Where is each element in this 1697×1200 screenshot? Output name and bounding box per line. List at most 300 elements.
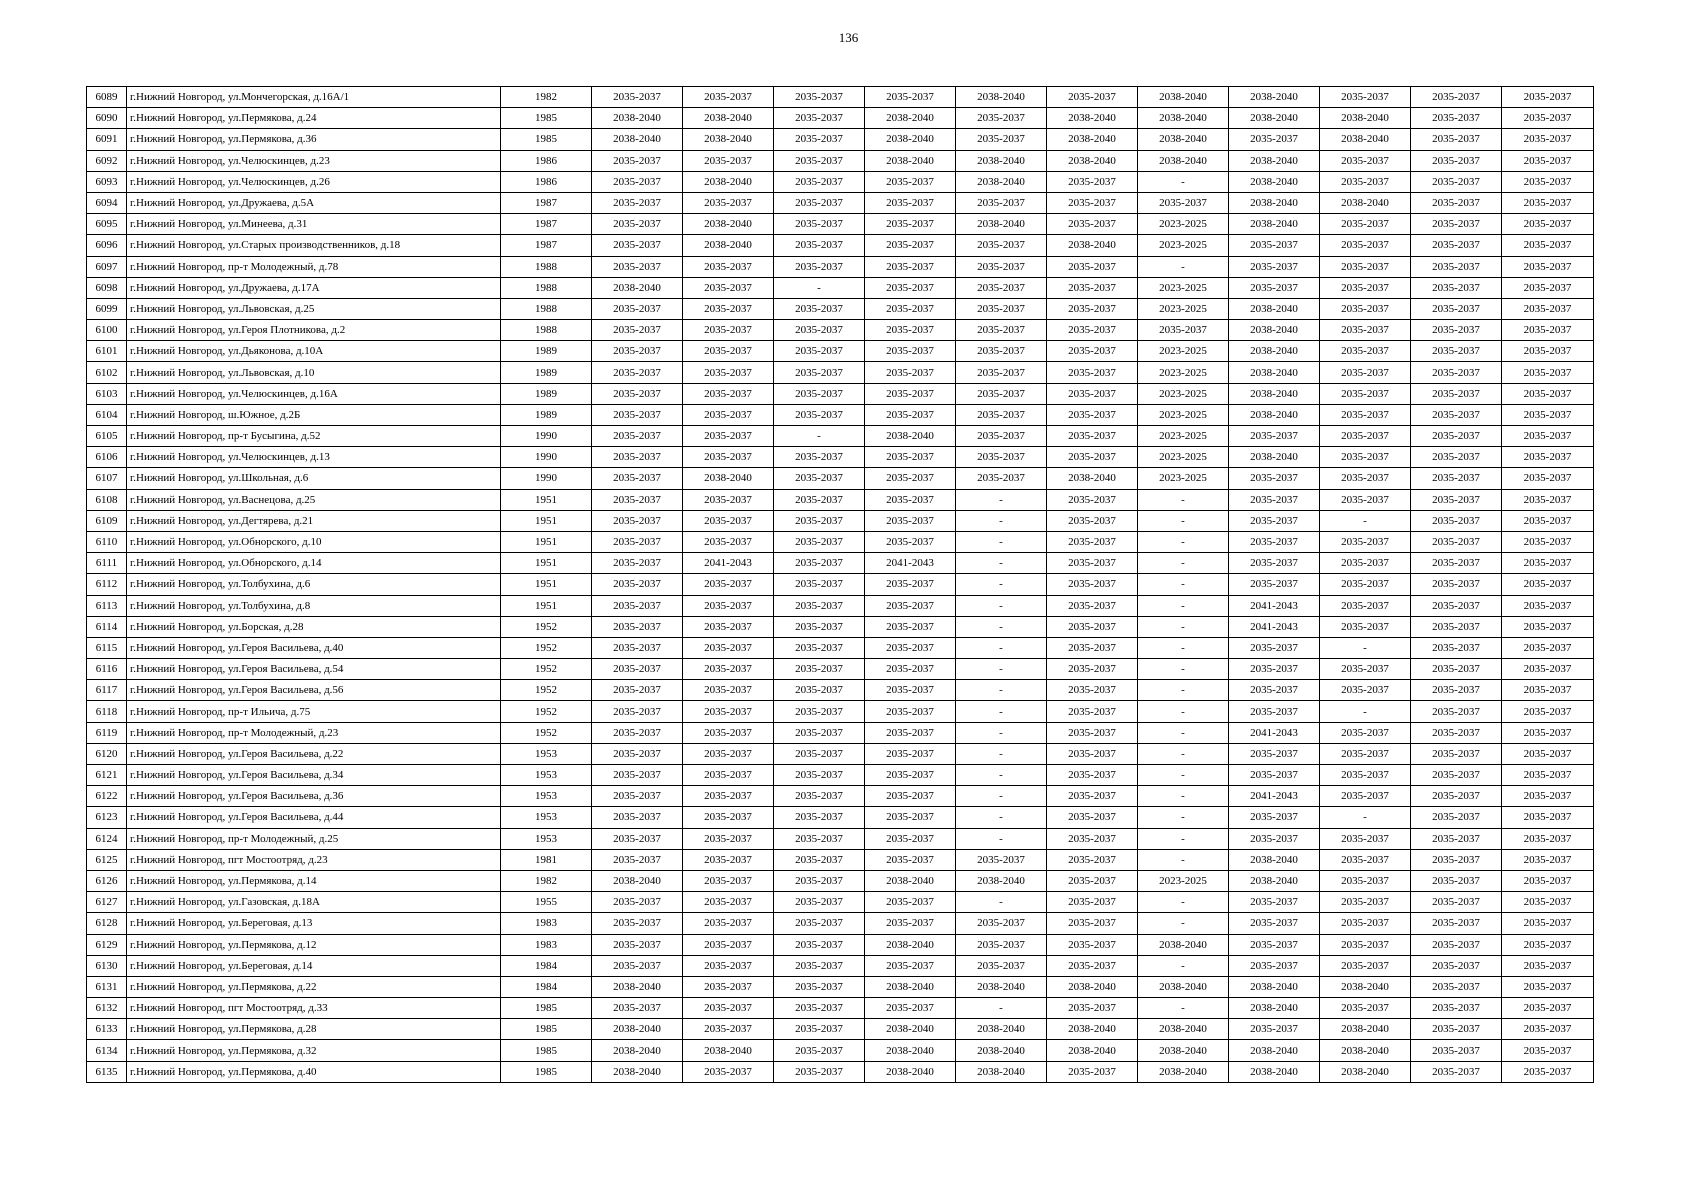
period-cell: 2035-2037 bbox=[774, 849, 865, 870]
period-cell: 2035-2037 bbox=[774, 913, 865, 934]
period-cell: 2035-2037 bbox=[956, 298, 1047, 319]
period-cell: 2035-2037 bbox=[1320, 913, 1411, 934]
period-cell: 2035-2037 bbox=[774, 870, 865, 891]
period-cell: 2038-2040 bbox=[1047, 150, 1138, 171]
period-cell: - bbox=[956, 574, 1047, 595]
address-cell: г.Нижний Новгород, ул.Челюскинцев, д.26 bbox=[127, 171, 501, 192]
year-built-cell: 1985 bbox=[501, 1061, 592, 1082]
period-cell: 2035-2037 bbox=[592, 574, 683, 595]
period-cell: - bbox=[956, 553, 1047, 574]
period-cell: 2035-2037 bbox=[683, 701, 774, 722]
address-cell: г.Нижний Новгород, ул.Героя Васильева, д.56 bbox=[127, 680, 501, 701]
table-row bbox=[87, 320, 1594, 341]
period-cell: 2035-2037 bbox=[1047, 765, 1138, 786]
address-cell: г.Нижний Новгород, ул.Пермякова, д.14 bbox=[127, 870, 501, 891]
year-built-cell: 1990 bbox=[501, 426, 592, 447]
period-cell: 2038-2040 bbox=[683, 235, 774, 256]
period-cell: 2035-2037 bbox=[592, 849, 683, 870]
period-cell: 2035-2037 bbox=[592, 828, 683, 849]
period-cell: 2035-2037 bbox=[1411, 256, 1502, 277]
period-cell: 2035-2037 bbox=[683, 362, 774, 383]
period-cell: 2035-2037 bbox=[1320, 171, 1411, 192]
period-cell: - bbox=[956, 701, 1047, 722]
period-cell: 2035-2037 bbox=[1047, 531, 1138, 552]
table-row bbox=[87, 277, 1594, 298]
period-cell: 2035-2037 bbox=[1502, 1019, 1594, 1040]
period-cell: 2035-2037 bbox=[865, 574, 956, 595]
period-cell: - bbox=[1138, 637, 1229, 658]
period-cell: 2035-2037 bbox=[683, 892, 774, 913]
period-cell: 2035-2037 bbox=[1502, 362, 1594, 383]
year-built-cell: 1985 bbox=[501, 129, 592, 150]
period-cell: 2035-2037 bbox=[774, 574, 865, 595]
period-cell: 2035-2037 bbox=[592, 341, 683, 362]
year-built-cell: 1984 bbox=[501, 955, 592, 976]
period-cell: 2035-2037 bbox=[1411, 192, 1502, 213]
table-row bbox=[87, 1061, 1594, 1082]
period-cell: 2035-2037 bbox=[774, 510, 865, 531]
address-cell: г.Нижний Новгород, ул.Пермякова, д.40 bbox=[127, 1061, 501, 1082]
period-cell: 2038-2040 bbox=[1138, 150, 1229, 171]
year-built-cell: 1952 bbox=[501, 701, 592, 722]
row-number-cell: 6129 bbox=[87, 934, 127, 955]
year-built-cell: 1952 bbox=[501, 680, 592, 701]
period-cell: 2035-2037 bbox=[683, 447, 774, 468]
period-cell: 2035-2037 bbox=[865, 955, 956, 976]
period-cell: 2038-2040 bbox=[1229, 362, 1320, 383]
year-built-cell: 1951 bbox=[501, 489, 592, 510]
table-row bbox=[87, 828, 1594, 849]
period-cell: 2035-2037 bbox=[956, 934, 1047, 955]
period-cell: 2035-2037 bbox=[774, 701, 865, 722]
row-number-cell: 6111 bbox=[87, 553, 127, 574]
address-cell: г.Нижний Новгород, ул.Мончегорская, д.16А/1 bbox=[127, 87, 501, 108]
period-cell: - bbox=[1138, 849, 1229, 870]
period-cell: 2035-2037 bbox=[1411, 680, 1502, 701]
period-cell: 2035-2037 bbox=[956, 256, 1047, 277]
period-cell: - bbox=[1138, 828, 1229, 849]
period-cell: 2035-2037 bbox=[1411, 765, 1502, 786]
year-built-cell: 1953 bbox=[501, 807, 592, 828]
period-cell: 2038-2040 bbox=[592, 1040, 683, 1061]
period-cell: 2035-2037 bbox=[1047, 320, 1138, 341]
period-cell: - bbox=[956, 743, 1047, 764]
period-cell: 2035-2037 bbox=[865, 404, 956, 425]
period-cell: 2023-2025 bbox=[1138, 426, 1229, 447]
period-cell: 2038-2040 bbox=[592, 1061, 683, 1082]
period-cell: 2035-2037 bbox=[865, 998, 956, 1019]
period-cell: 2035-2037 bbox=[865, 913, 956, 934]
row-number-cell: 6115 bbox=[87, 637, 127, 658]
period-cell: 2035-2037 bbox=[592, 256, 683, 277]
period-cell: 2035-2037 bbox=[956, 320, 1047, 341]
period-cell: 2038-2040 bbox=[592, 129, 683, 150]
period-cell: - bbox=[1138, 531, 1229, 552]
year-built-cell: 1987 bbox=[501, 214, 592, 235]
period-cell: 2035-2037 bbox=[1502, 214, 1594, 235]
period-cell: 2035-2037 bbox=[1047, 892, 1138, 913]
period-cell: 2038-2040 bbox=[956, 1019, 1047, 1040]
period-cell: 2035-2037 bbox=[1502, 913, 1594, 934]
period-cell: 2035-2037 bbox=[1047, 510, 1138, 531]
table-row bbox=[87, 955, 1594, 976]
period-cell: - bbox=[956, 510, 1047, 531]
period-cell: 2035-2037 bbox=[774, 553, 865, 574]
period-cell: 2035-2037 bbox=[1502, 1040, 1594, 1061]
period-cell: 2038-2040 bbox=[1047, 108, 1138, 129]
table-row bbox=[87, 108, 1594, 129]
period-cell: 2035-2037 bbox=[865, 468, 956, 489]
period-cell: 2035-2037 bbox=[1229, 489, 1320, 510]
row-number-cell: 6128 bbox=[87, 913, 127, 934]
period-cell: 2035-2037 bbox=[683, 531, 774, 552]
table-row bbox=[87, 404, 1594, 425]
period-cell: 2035-2037 bbox=[1411, 298, 1502, 319]
period-cell: 2038-2040 bbox=[865, 1061, 956, 1082]
period-cell: 2035-2037 bbox=[1229, 637, 1320, 658]
period-cell: 2041-2043 bbox=[1229, 616, 1320, 637]
period-cell: 2038-2040 bbox=[592, 108, 683, 129]
year-built-cell: 1986 bbox=[501, 171, 592, 192]
period-cell: 2035-2037 bbox=[1138, 320, 1229, 341]
address-cell: г.Нижний Новгород, ул.Пермякова, д.22 bbox=[127, 976, 501, 997]
address-cell: г.Нижний Новгород, ул.Обнорского, д.10 bbox=[127, 531, 501, 552]
period-cell: 2038-2040 bbox=[1229, 298, 1320, 319]
period-cell: 2035-2037 bbox=[865, 489, 956, 510]
year-built-cell: 1989 bbox=[501, 383, 592, 404]
period-cell: 2035-2037 bbox=[956, 362, 1047, 383]
period-cell: 2035-2037 bbox=[683, 870, 774, 891]
period-cell: 2035-2037 bbox=[774, 320, 865, 341]
period-cell: 2035-2037 bbox=[1047, 934, 1138, 955]
table-row bbox=[87, 383, 1594, 404]
period-cell: 2035-2037 bbox=[592, 553, 683, 574]
period-cell: 2035-2037 bbox=[1411, 892, 1502, 913]
period-cell: 2038-2040 bbox=[865, 426, 956, 447]
period-cell: 2035-2037 bbox=[956, 277, 1047, 298]
period-cell: 2035-2037 bbox=[774, 468, 865, 489]
period-cell: 2035-2037 bbox=[683, 743, 774, 764]
period-cell: 2035-2037 bbox=[774, 383, 865, 404]
period-cell: 2035-2037 bbox=[865, 637, 956, 658]
period-cell: 2035-2037 bbox=[683, 637, 774, 658]
period-cell: 2035-2037 bbox=[865, 743, 956, 764]
period-cell: 2035-2037 bbox=[592, 934, 683, 955]
row-number-cell: 6118 bbox=[87, 701, 127, 722]
table-row bbox=[87, 510, 1594, 531]
period-cell: 2035-2037 bbox=[1411, 595, 1502, 616]
row-number-cell: 6125 bbox=[87, 849, 127, 870]
address-cell: г.Нижний Новгород, ул.Пермякова, д.36 bbox=[127, 129, 501, 150]
period-cell: 2035-2037 bbox=[683, 849, 774, 870]
table-row bbox=[87, 743, 1594, 764]
period-cell: - bbox=[1138, 955, 1229, 976]
period-cell: 2035-2037 bbox=[1411, 362, 1502, 383]
period-cell: 2038-2040 bbox=[1138, 108, 1229, 129]
period-cell: 2035-2037 bbox=[865, 277, 956, 298]
period-cell: 2035-2037 bbox=[592, 743, 683, 764]
address-cell: г.Нижний Новгород, ул.Львовская, д.10 bbox=[127, 362, 501, 383]
period-cell: 2035-2037 bbox=[592, 955, 683, 976]
row-number-cell: 6091 bbox=[87, 129, 127, 150]
address-cell: г.Нижний Новгород, пгт Мостоотряд, д.23 bbox=[127, 849, 501, 870]
period-cell: 2035-2037 bbox=[1320, 87, 1411, 108]
period-cell: 2023-2025 bbox=[1138, 214, 1229, 235]
period-cell: 2035-2037 bbox=[774, 489, 865, 510]
period-cell: 2035-2037 bbox=[1502, 892, 1594, 913]
row-number-cell: 6131 bbox=[87, 976, 127, 997]
period-cell: 2038-2040 bbox=[1138, 1019, 1229, 1040]
period-cell: 2035-2037 bbox=[1502, 870, 1594, 891]
period-cell: 2035-2037 bbox=[956, 404, 1047, 425]
period-cell: 2035-2037 bbox=[1047, 362, 1138, 383]
period-cell: 2035-2037 bbox=[1411, 1040, 1502, 1061]
table-row bbox=[87, 553, 1594, 574]
period-cell: 2035-2037 bbox=[1229, 828, 1320, 849]
period-cell: 2035-2037 bbox=[1138, 192, 1229, 213]
period-cell: 2035-2037 bbox=[683, 680, 774, 701]
period-cell: 2035-2037 bbox=[1411, 129, 1502, 150]
period-cell: 2035-2037 bbox=[1411, 616, 1502, 637]
year-built-cell: 1989 bbox=[501, 341, 592, 362]
period-cell: 2035-2037 bbox=[956, 955, 1047, 976]
period-cell: 2035-2037 bbox=[683, 489, 774, 510]
period-cell: 2035-2037 bbox=[592, 404, 683, 425]
period-cell: 2035-2037 bbox=[1320, 892, 1411, 913]
address-cell: г.Нижний Новгород, ул.Васнецова, д.25 bbox=[127, 489, 501, 510]
period-cell: 2035-2037 bbox=[956, 341, 1047, 362]
period-cell: - bbox=[1138, 553, 1229, 574]
row-number-cell: 6105 bbox=[87, 426, 127, 447]
period-cell: 2035-2037 bbox=[1502, 150, 1594, 171]
period-cell: - bbox=[1320, 637, 1411, 658]
row-number-cell: 6119 bbox=[87, 722, 127, 743]
table-row bbox=[87, 1040, 1594, 1061]
period-cell: 2035-2037 bbox=[683, 786, 774, 807]
period-cell: 2035-2037 bbox=[683, 616, 774, 637]
address-cell: г.Нижний Новгород, ул.Героя Васильева, д.34 bbox=[127, 765, 501, 786]
period-cell: 2038-2040 bbox=[592, 976, 683, 997]
period-cell: 2035-2037 bbox=[1047, 574, 1138, 595]
period-cell: 2038-2040 bbox=[865, 129, 956, 150]
period-cell: 2035-2037 bbox=[1229, 680, 1320, 701]
year-built-cell: 1951 bbox=[501, 510, 592, 531]
period-cell: 2035-2037 bbox=[1502, 807, 1594, 828]
period-cell: 2035-2037 bbox=[1320, 955, 1411, 976]
period-cell: - bbox=[1320, 807, 1411, 828]
period-cell: 2035-2037 bbox=[1411, 341, 1502, 362]
period-cell: 2035-2037 bbox=[1320, 870, 1411, 891]
period-cell: 2035-2037 bbox=[1047, 341, 1138, 362]
period-cell: 2035-2037 bbox=[1411, 1019, 1502, 1040]
address-cell: г.Нижний Новгород, ул.Героя Васильева, д.36 bbox=[127, 786, 501, 807]
period-cell: - bbox=[956, 998, 1047, 1019]
period-cell: 2035-2037 bbox=[683, 404, 774, 425]
period-cell: 2035-2037 bbox=[774, 637, 865, 658]
year-built-cell: 1985 bbox=[501, 998, 592, 1019]
table-row bbox=[87, 447, 1594, 468]
row-number-cell: 6098 bbox=[87, 277, 127, 298]
row-number-cell: 6127 bbox=[87, 892, 127, 913]
period-cell: - bbox=[1320, 510, 1411, 531]
year-built-cell: 1988 bbox=[501, 256, 592, 277]
period-cell: 2038-2040 bbox=[865, 934, 956, 955]
address-cell: г.Нижний Новгород, ул.Героя Васильева, д.40 bbox=[127, 637, 501, 658]
period-cell: - bbox=[1138, 701, 1229, 722]
period-cell: 2035-2037 bbox=[1320, 468, 1411, 489]
period-cell: 2035-2037 bbox=[865, 807, 956, 828]
period-cell: 2035-2037 bbox=[865, 341, 956, 362]
row-number-cell: 6120 bbox=[87, 743, 127, 764]
period-cell: 2035-2037 bbox=[592, 892, 683, 913]
period-cell: 2038-2040 bbox=[1229, 1040, 1320, 1061]
period-cell: 2035-2037 bbox=[774, 786, 865, 807]
period-cell: 2035-2037 bbox=[1320, 489, 1411, 510]
row-number-cell: 6122 bbox=[87, 786, 127, 807]
address-cell: г.Нижний Новгород, ул.Львовская, д.25 bbox=[127, 298, 501, 319]
period-cell: 2035-2037 bbox=[1502, 320, 1594, 341]
period-cell: 2035-2037 bbox=[774, 341, 865, 362]
period-cell: 2035-2037 bbox=[1320, 849, 1411, 870]
row-number-cell: 6106 bbox=[87, 447, 127, 468]
period-cell: 2035-2037 bbox=[1502, 531, 1594, 552]
period-cell: - bbox=[1138, 659, 1229, 680]
period-cell: 2038-2040 bbox=[1320, 192, 1411, 213]
period-cell: 2038-2040 bbox=[1229, 87, 1320, 108]
period-cell: 2041-2043 bbox=[1229, 595, 1320, 616]
period-cell: 2038-2040 bbox=[592, 1019, 683, 1040]
year-built-cell: 1988 bbox=[501, 320, 592, 341]
period-cell: 2035-2037 bbox=[774, 531, 865, 552]
table-row bbox=[87, 256, 1594, 277]
year-built-cell: 1985 bbox=[501, 1040, 592, 1061]
period-cell: - bbox=[1138, 722, 1229, 743]
period-cell: 2035-2037 bbox=[1411, 574, 1502, 595]
period-cell: 2035-2037 bbox=[774, 87, 865, 108]
period-cell: 2035-2037 bbox=[1502, 680, 1594, 701]
table-row bbox=[87, 870, 1594, 891]
period-cell: 2035-2037 bbox=[1229, 553, 1320, 574]
period-cell: 2035-2037 bbox=[865, 680, 956, 701]
row-number-cell: 6110 bbox=[87, 531, 127, 552]
period-cell: - bbox=[1138, 616, 1229, 637]
period-cell: - bbox=[956, 637, 1047, 658]
period-cell: 2035-2037 bbox=[1320, 320, 1411, 341]
period-cell: 2035-2037 bbox=[774, 659, 865, 680]
table-row bbox=[87, 595, 1594, 616]
period-cell: - bbox=[1138, 595, 1229, 616]
table-row bbox=[87, 426, 1594, 447]
period-cell: 2035-2037 bbox=[1502, 722, 1594, 743]
period-cell: 2035-2037 bbox=[1502, 108, 1594, 129]
period-cell: 2035-2037 bbox=[1229, 468, 1320, 489]
period-cell: 2035-2037 bbox=[683, 150, 774, 171]
period-cell: 2035-2037 bbox=[865, 171, 956, 192]
period-cell: 2035-2037 bbox=[1047, 870, 1138, 891]
address-cell: г.Нижний Новгород, ул.Челюскинцев, д.23 bbox=[127, 150, 501, 171]
period-cell: 2035-2037 bbox=[592, 320, 683, 341]
period-cell: 2035-2037 bbox=[683, 277, 774, 298]
period-cell: 2035-2037 bbox=[683, 426, 774, 447]
period-cell: 2035-2037 bbox=[683, 87, 774, 108]
row-number-cell: 6109 bbox=[87, 510, 127, 531]
period-cell: 2035-2037 bbox=[592, 171, 683, 192]
year-built-cell: 1955 bbox=[501, 892, 592, 913]
year-built-cell: 1983 bbox=[501, 934, 592, 955]
period-cell: 2035-2037 bbox=[956, 129, 1047, 150]
period-cell: 2035-2037 bbox=[1502, 341, 1594, 362]
period-cell: 2035-2037 bbox=[865, 659, 956, 680]
year-built-cell: 1983 bbox=[501, 913, 592, 934]
table-row bbox=[87, 807, 1594, 828]
period-cell: 2035-2037 bbox=[1229, 743, 1320, 764]
period-cell: 2035-2037 bbox=[1502, 955, 1594, 976]
period-cell: 2035-2037 bbox=[1502, 637, 1594, 658]
period-cell: 2041-2043 bbox=[683, 553, 774, 574]
row-number-cell: 6096 bbox=[87, 235, 127, 256]
period-cell: 2035-2037 bbox=[683, 828, 774, 849]
year-built-cell: 1953 bbox=[501, 743, 592, 764]
period-cell: - bbox=[1138, 256, 1229, 277]
period-cell: 2035-2037 bbox=[1502, 404, 1594, 425]
period-cell: 2035-2037 bbox=[865, 828, 956, 849]
period-cell: 2035-2037 bbox=[774, 595, 865, 616]
period-cell: 2038-2040 bbox=[1229, 320, 1320, 341]
row-number-cell: 6113 bbox=[87, 595, 127, 616]
period-cell: 2035-2037 bbox=[1502, 277, 1594, 298]
period-cell: 2035-2037 bbox=[1047, 383, 1138, 404]
period-cell: 2023-2025 bbox=[1138, 468, 1229, 489]
period-cell: - bbox=[1138, 786, 1229, 807]
period-cell: 2041-2043 bbox=[1229, 722, 1320, 743]
address-cell: г.Нижний Новгород, пр-т Молодежный, д.78 bbox=[127, 256, 501, 277]
period-cell: 2035-2037 bbox=[865, 298, 956, 319]
table-row bbox=[87, 616, 1594, 637]
period-cell: 2023-2025 bbox=[1138, 362, 1229, 383]
period-cell: 2035-2037 bbox=[1320, 998, 1411, 1019]
period-cell: 2035-2037 bbox=[1502, 701, 1594, 722]
table-row bbox=[87, 659, 1594, 680]
row-number-cell: 6134 bbox=[87, 1040, 127, 1061]
period-cell: 2035-2037 bbox=[683, 934, 774, 955]
period-cell: - bbox=[956, 807, 1047, 828]
year-built-cell: 1986 bbox=[501, 150, 592, 171]
period-cell: 2035-2037 bbox=[1502, 192, 1594, 213]
table-row bbox=[87, 87, 1594, 108]
period-cell: - bbox=[774, 277, 865, 298]
row-number-cell: 6090 bbox=[87, 108, 127, 129]
period-cell: 2035-2037 bbox=[1320, 362, 1411, 383]
row-number-cell: 6093 bbox=[87, 171, 127, 192]
period-cell: 2035-2037 bbox=[1047, 616, 1138, 637]
address-cell: г.Нижний Новгород, ул.Пермякова, д.24 bbox=[127, 108, 501, 129]
period-cell: 2035-2037 bbox=[592, 510, 683, 531]
row-number-cell: 6116 bbox=[87, 659, 127, 680]
period-cell: 2035-2037 bbox=[1047, 171, 1138, 192]
period-cell: 2035-2037 bbox=[592, 531, 683, 552]
period-cell: 2035-2037 bbox=[1320, 426, 1411, 447]
row-number-cell: 6114 bbox=[87, 616, 127, 637]
table-row bbox=[87, 298, 1594, 319]
period-cell: 2035-2037 bbox=[1320, 404, 1411, 425]
period-cell: 2035-2037 bbox=[865, 320, 956, 341]
period-cell: 2038-2040 bbox=[956, 150, 1047, 171]
row-number-cell: 6117 bbox=[87, 680, 127, 701]
period-cell: - bbox=[1138, 913, 1229, 934]
row-number-cell: 6092 bbox=[87, 150, 127, 171]
period-cell: - bbox=[956, 531, 1047, 552]
year-built-cell: 1987 bbox=[501, 192, 592, 213]
